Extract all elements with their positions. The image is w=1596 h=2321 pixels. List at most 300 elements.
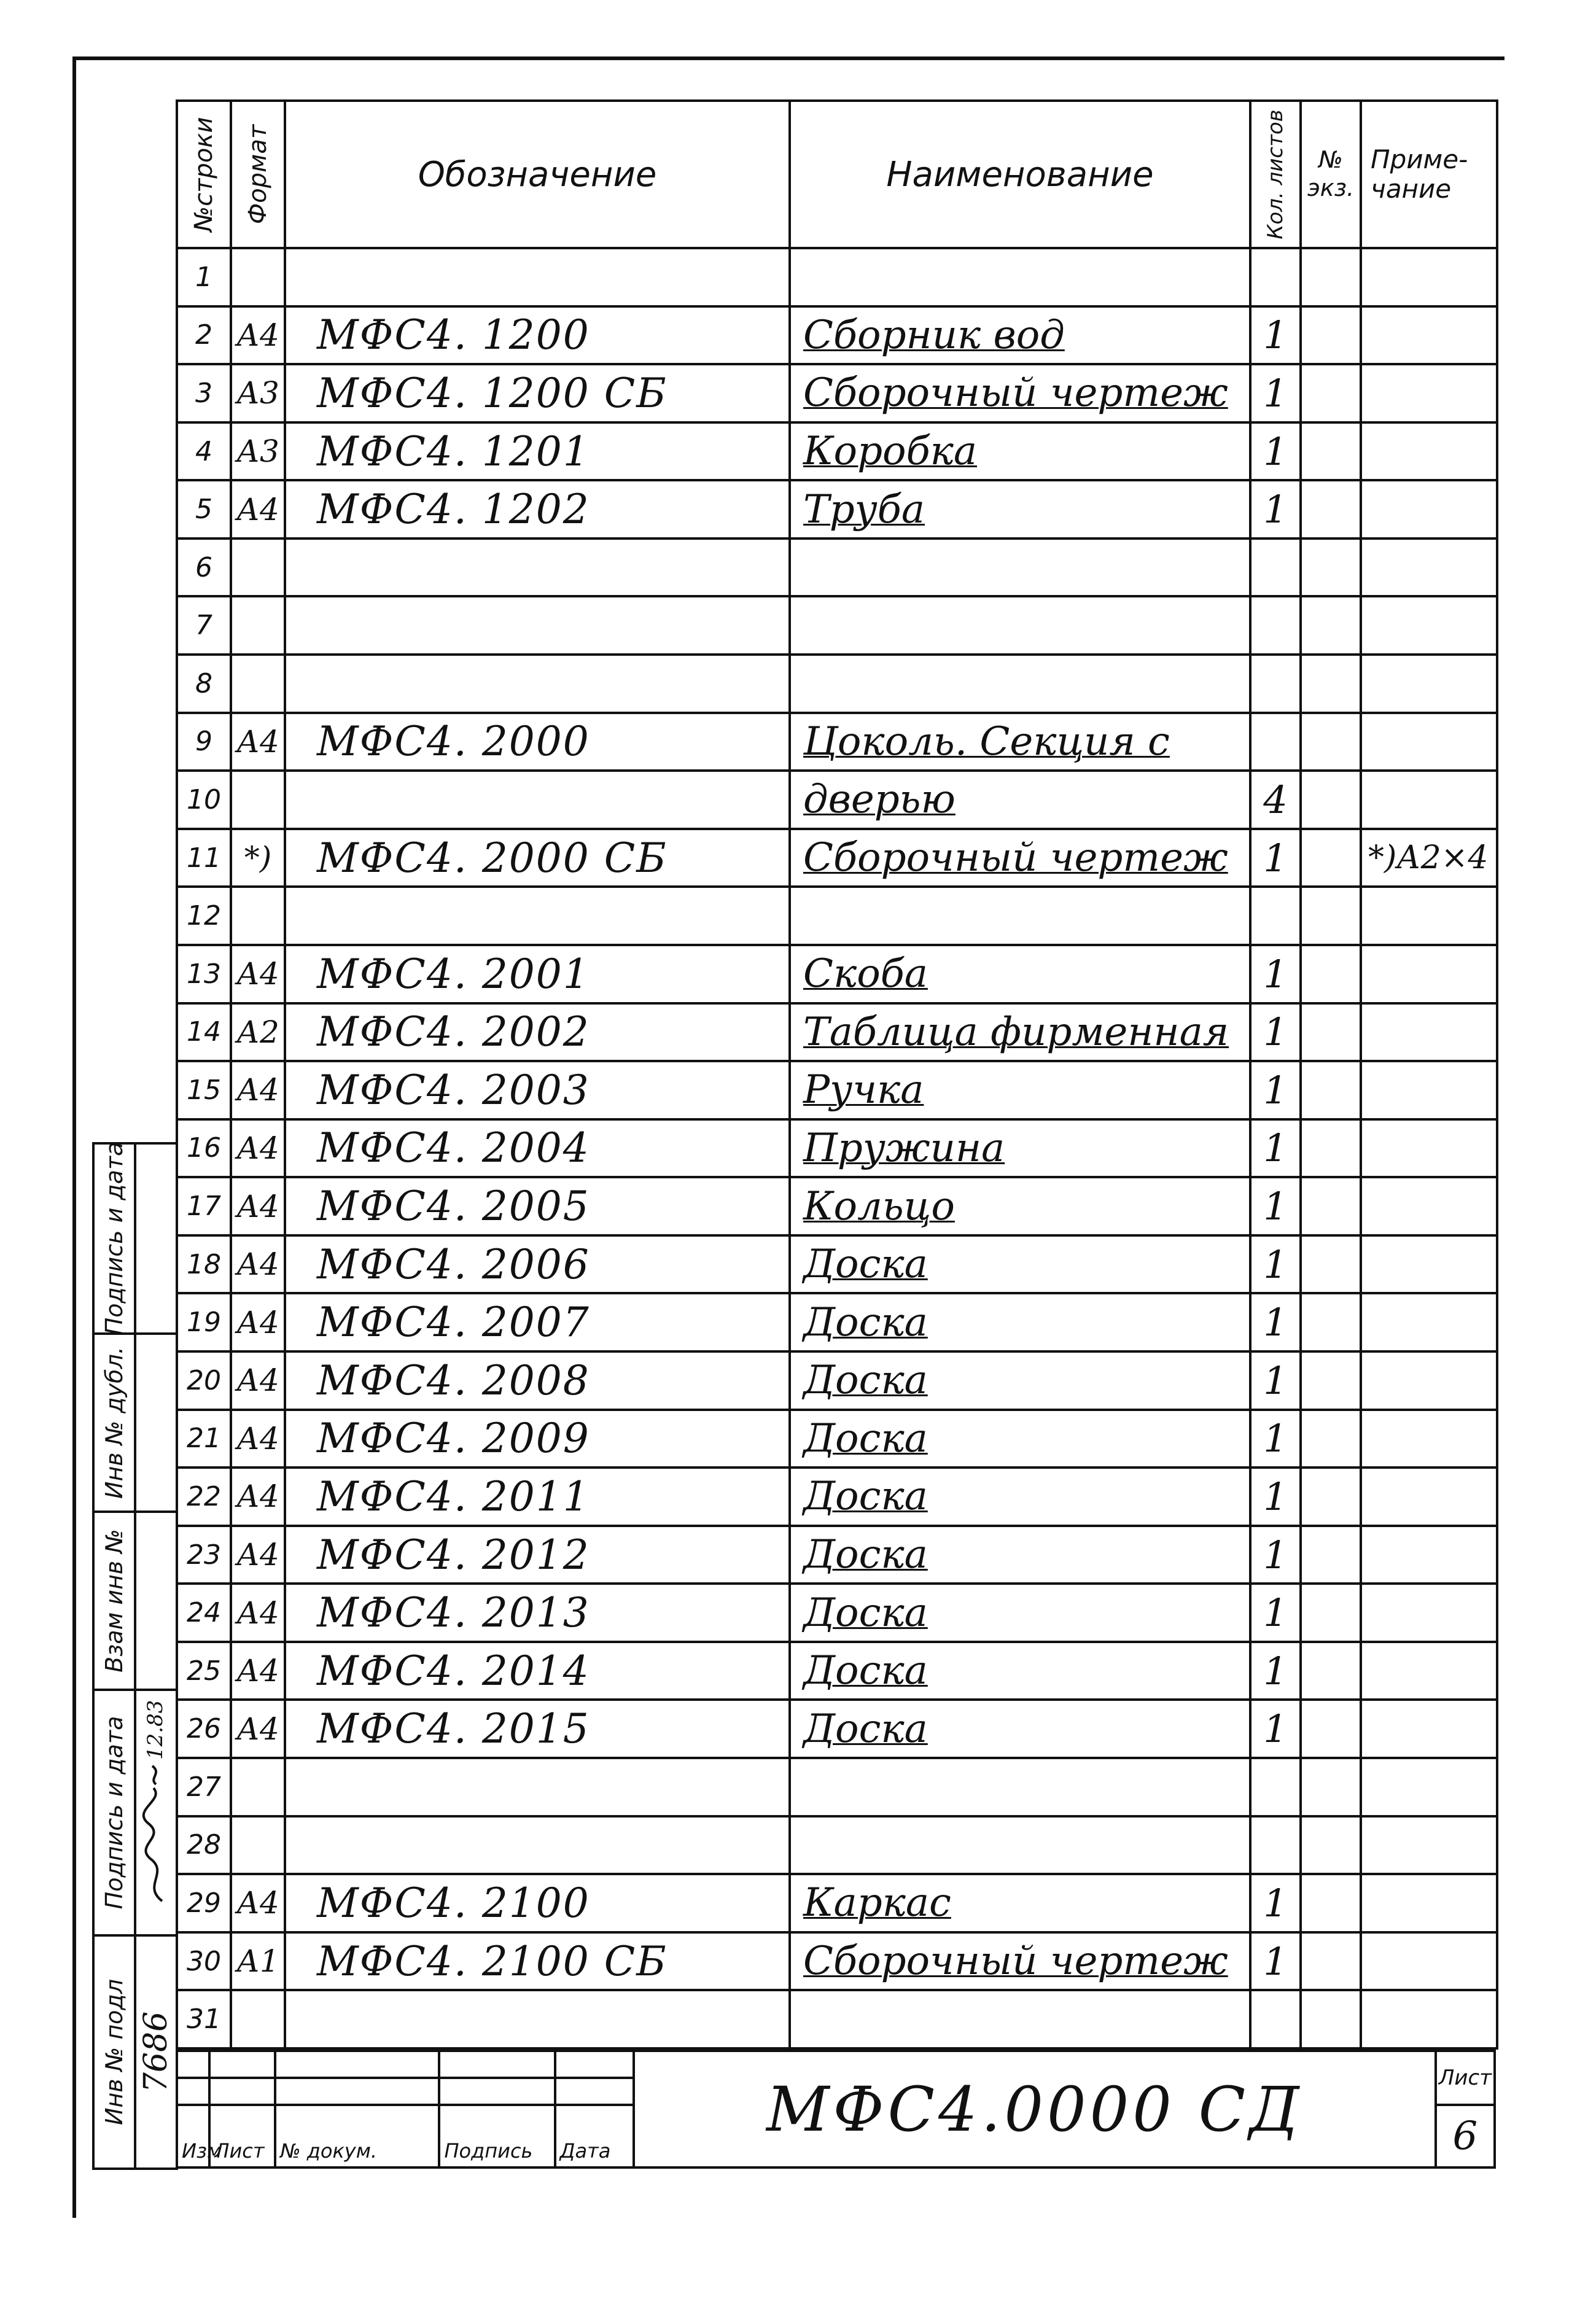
side-value-cell (135, 1690, 177, 1935)
designation-cell: МФС4. 1202 (285, 480, 790, 538)
name-cell: Ручка (790, 1061, 1250, 1119)
row-number: 1 (177, 248, 231, 306)
tb-cell (439, 2051, 555, 2078)
name-cell (790, 1816, 1250, 1875)
format-cell: А4 (231, 1119, 285, 1178)
note-cell (1361, 306, 1497, 365)
copy-cell (1301, 538, 1361, 597)
qty-cell: 1 (1250, 480, 1301, 538)
frame-top-border (74, 56, 1505, 60)
side-label-cell (93, 1935, 135, 2169)
designation-cell: МФС4. 2007 (285, 1293, 790, 1351)
qty-cell (1250, 887, 1301, 945)
copy-cell (1301, 364, 1361, 422)
qty-cell (1250, 655, 1301, 713)
designation-cell: МФС4. 2008 (285, 1351, 790, 1410)
copy-cell (1301, 1235, 1361, 1294)
qty-cell: 1 (1250, 1468, 1301, 1526)
row-number: 10 (177, 771, 231, 829)
table-row (177, 422, 1497, 481)
row-number: 27 (177, 1758, 231, 1816)
format-cell (231, 771, 285, 829)
side-value-cell (135, 1143, 177, 1334)
row-number: 18 (177, 1235, 231, 1294)
copy-cell (1301, 1177, 1361, 1235)
qty-cell (1250, 1990, 1301, 2048)
name-cell (790, 1990, 1250, 2048)
copy-cell (1301, 422, 1361, 481)
frame-left-border (72, 56, 76, 2218)
side-stamp (92, 1142, 178, 2170)
designation-cell: МФС4. 2100 СБ (285, 1932, 790, 1991)
format-cell (231, 538, 285, 597)
title-block (176, 2050, 1496, 2169)
format-cell: А4 (231, 1700, 285, 1758)
copy-cell (1301, 1990, 1361, 2048)
designation-cell: МФС4. 1201 (285, 422, 790, 481)
format-cell (231, 596, 285, 655)
designation-cell: МФС4. 2009 (285, 1410, 790, 1468)
qty-cell: 1 (1250, 1351, 1301, 1410)
header-row-no-label: №строки (190, 117, 218, 232)
note-cell (1361, 1351, 1497, 1410)
row-number: 3 (177, 364, 231, 422)
tb-label-change: Изм (177, 2105, 209, 2167)
qty-cell: 1 (1250, 1700, 1301, 1758)
row-number: 4 (177, 422, 231, 481)
format-cell: А4 (231, 1642, 285, 1700)
tb-label-date: Дата (555, 2105, 634, 2167)
designation-cell (285, 596, 790, 655)
table-row (177, 364, 1497, 422)
side-value-cell (135, 1935, 177, 2169)
table-row (177, 1003, 1497, 1062)
qty-cell: 1 (1250, 1061, 1301, 1119)
format-cell: А4 (231, 1293, 285, 1351)
qty-cell: 1 (1250, 1584, 1301, 1642)
qty-cell (1250, 596, 1301, 655)
name-cell (790, 655, 1250, 713)
header-name: Наименование (790, 101, 1250, 248)
table-row (177, 1758, 1497, 1816)
table-row (177, 945, 1497, 1003)
table-row (177, 771, 1497, 829)
table-row (177, 538, 1497, 597)
row-number: 29 (177, 1874, 231, 1932)
note-cell (1361, 1410, 1497, 1468)
qty-cell (1250, 248, 1301, 306)
name-cell: Скоба (790, 945, 1250, 1003)
name-cell: Сборочный чертеж (790, 1932, 1250, 1991)
copy-cell (1301, 655, 1361, 713)
tb-cell (177, 2078, 209, 2105)
designation-cell (285, 771, 790, 829)
format-cell: А4 (231, 1584, 285, 1642)
designation-cell: МФС4. 1200 (285, 306, 790, 365)
side-inv-dup-label: Инв № дубл. (101, 1347, 128, 1499)
format-cell: А4 (231, 306, 285, 365)
format-cell (231, 655, 285, 713)
designation-cell: МФС4. 2014 (285, 1642, 790, 1700)
qty-cell (1250, 538, 1301, 597)
handwritten-signature (138, 1700, 174, 1905)
row-number: 24 (177, 1584, 231, 1642)
designation-cell: МФС4. 2005 (285, 1177, 790, 1235)
row-number: 5 (177, 480, 231, 538)
designation-cell: МФС4. 2000 СБ (285, 829, 790, 887)
row-number: 2 (177, 306, 231, 365)
note-cell (1361, 1816, 1497, 1875)
note-cell (1361, 480, 1497, 538)
designation-cell: МФС4. 2013 (285, 1584, 790, 1642)
note-cell (1361, 1177, 1497, 1235)
designation-cell (285, 887, 790, 945)
name-cell: Доска (790, 1700, 1250, 1758)
note-cell (1361, 1642, 1497, 1700)
name-cell: Таблица фирменная (790, 1003, 1250, 1062)
row-number: 15 (177, 1061, 231, 1119)
table-row (177, 1874, 1497, 1932)
row-number: 16 (177, 1119, 231, 1178)
side-label-cell (93, 1690, 135, 1935)
copy-cell (1301, 1816, 1361, 1875)
qty-cell: 1 (1250, 1932, 1301, 1991)
tb-cell (275, 2078, 439, 2105)
qty-cell: 1 (1250, 1177, 1301, 1235)
format-cell: А4 (231, 1526, 285, 1584)
note-cell (1361, 1293, 1497, 1351)
qty-cell: 1 (1250, 1293, 1301, 1351)
designation-cell: МФС4. 2001 (285, 945, 790, 1003)
table-row (177, 1990, 1497, 2048)
note-cell (1361, 1874, 1497, 1932)
tb-label-doc-no: № докум. (275, 2105, 439, 2167)
table-row (177, 480, 1497, 538)
format-cell (231, 1990, 285, 2048)
header-sheets-qty (1250, 101, 1301, 248)
note-cell (1361, 655, 1497, 713)
side-sign-date-label-1: Подпись и дата (101, 1716, 128, 1910)
copy-cell (1301, 1003, 1361, 1062)
row-number: 31 (177, 1990, 231, 2048)
side-inv-orig-value: 7686 (138, 2011, 174, 2093)
designation-cell: МФС4. 2011 (285, 1468, 790, 1526)
designation-cell: МФС4. 1200 СБ (285, 364, 790, 422)
format-cell: А4 (231, 945, 285, 1003)
note-cell (1361, 1932, 1497, 1991)
note-cell: *)А2×4 (1361, 829, 1497, 887)
tb-cell (555, 2051, 634, 2078)
name-cell: Доска (790, 1642, 1250, 1700)
note-cell (1361, 1468, 1497, 1526)
name-cell: Доска (790, 1468, 1250, 1526)
format-cell: *) (231, 829, 285, 887)
name-cell: Доска (790, 1293, 1250, 1351)
sign-date-value-1: 12.83 (143, 1700, 168, 1760)
copy-cell (1301, 771, 1361, 829)
side-sign-date-label-2: Подпись и дата (101, 1141, 128, 1335)
copy-cell (1301, 1700, 1361, 1758)
name-cell (790, 538, 1250, 597)
tb-cell (439, 2078, 555, 2105)
row-number: 9 (177, 713, 231, 771)
table-row (177, 1526, 1497, 1584)
qty-cell: 1 (1250, 422, 1301, 481)
format-cell: А3 (231, 422, 285, 481)
copy-cell (1301, 1410, 1361, 1468)
tb-cell (209, 2078, 275, 2105)
note-cell (1361, 1061, 1497, 1119)
row-number: 8 (177, 655, 231, 713)
designation-cell (285, 538, 790, 597)
format-cell: А4 (231, 1235, 285, 1294)
table-row (177, 1351, 1497, 1410)
qty-cell: 1 (1250, 1642, 1301, 1700)
row-number: 20 (177, 1351, 231, 1410)
format-cell: А4 (231, 713, 285, 771)
copy-cell (1301, 1642, 1361, 1700)
name-cell: Доска (790, 1526, 1250, 1584)
header-note: Приме- чание (1361, 101, 1497, 248)
side-label-cell (93, 1334, 135, 1512)
table-row (177, 1119, 1497, 1178)
tb-cell (209, 2051, 275, 2078)
designation-cell: МФС4. 2015 (285, 1700, 790, 1758)
sheet-label: Лист (1436, 2051, 1495, 2105)
copy-cell (1301, 596, 1361, 655)
format-cell: А1 (231, 1932, 285, 1991)
note-cell (1361, 713, 1497, 771)
name-cell: Сборочный чертеж (790, 829, 1250, 887)
row-number: 11 (177, 829, 231, 887)
format-cell (231, 1758, 285, 1816)
format-cell (231, 248, 285, 306)
header-format (231, 101, 285, 248)
copy-cell (1301, 1468, 1361, 1526)
designation-cell: МФС4. 2003 (285, 1061, 790, 1119)
format-cell: А4 (231, 1061, 285, 1119)
header-copy-no: № экз. (1301, 101, 1361, 248)
row-number: 19 (177, 1293, 231, 1351)
note-cell (1361, 596, 1497, 655)
copy-cell (1301, 1061, 1361, 1119)
copy-cell (1301, 1293, 1361, 1351)
table-row (177, 1293, 1497, 1351)
name-cell: Каркас (790, 1874, 1250, 1932)
row-number: 23 (177, 1526, 231, 1584)
table-row (177, 1061, 1497, 1119)
table-row (177, 1410, 1497, 1468)
row-number: 25 (177, 1642, 231, 1700)
tb-cell (177, 2051, 209, 2078)
tb-cell (555, 2078, 634, 2105)
side-value-cell (135, 1512, 177, 1690)
qty-cell (1250, 713, 1301, 771)
designation-cell: МФС4. 2100 (285, 1874, 790, 1932)
designation-cell: МФС4. 2012 (285, 1526, 790, 1584)
name-cell: Сборочный чертеж (790, 364, 1250, 422)
note-cell (1361, 771, 1497, 829)
designation-cell (285, 1758, 790, 1816)
row-number: 22 (177, 1468, 231, 1526)
format-cell: А4 (231, 1468, 285, 1526)
copy-cell (1301, 1758, 1361, 1816)
copy-cell (1301, 945, 1361, 1003)
side-value-cell (135, 1334, 177, 1512)
side-label-cell (93, 1143, 135, 1334)
format-cell: А2 (231, 1003, 285, 1062)
qty-cell (1250, 1758, 1301, 1816)
designation-cell: МФС4. 2006 (285, 1235, 790, 1294)
copy-cell (1301, 1584, 1361, 1642)
designation-cell (285, 248, 790, 306)
designation-cell: МФС4. 2000 (285, 713, 790, 771)
name-cell: Коробка (790, 422, 1250, 481)
row-number: 26 (177, 1700, 231, 1758)
copy-cell (1301, 829, 1361, 887)
copy-cell (1301, 1119, 1361, 1178)
tb-label-sheet: Лист (209, 2105, 275, 2167)
designation-cell (285, 1816, 790, 1875)
format-cell: А4 (231, 1177, 285, 1235)
qty-cell: 1 (1250, 945, 1301, 1003)
name-cell (790, 248, 1250, 306)
qty-cell: 1 (1250, 829, 1301, 887)
table-row (177, 713, 1497, 771)
designation-cell: МФС4. 2004 (285, 1119, 790, 1178)
row-number: 30 (177, 1932, 231, 1991)
note-cell (1361, 538, 1497, 597)
copy-cell (1301, 1351, 1361, 1410)
note-cell (1361, 1526, 1497, 1584)
qty-cell: 1 (1250, 1003, 1301, 1062)
qty-cell: 1 (1250, 1119, 1301, 1178)
format-cell: А4 (231, 1874, 285, 1932)
table-row (177, 1642, 1497, 1700)
designation-cell: МФС4. 2002 (285, 1003, 790, 1062)
format-cell: А4 (231, 1410, 285, 1468)
note-cell (1361, 248, 1497, 306)
note-cell (1361, 1003, 1497, 1062)
note-cell (1361, 1584, 1497, 1642)
note-cell (1361, 1700, 1497, 1758)
qty-cell: 1 (1250, 1410, 1301, 1468)
note-cell (1361, 1758, 1497, 1816)
tb-label-signature: Подпись (439, 2105, 555, 2167)
format-cell: А3 (231, 364, 285, 422)
name-cell: Доска (790, 1410, 1250, 1468)
name-cell (790, 596, 1250, 655)
row-number: 12 (177, 887, 231, 945)
qty-cell (1250, 1816, 1301, 1875)
row-number: 21 (177, 1410, 231, 1468)
side-replaces-label: Взам инв № (101, 1529, 128, 1673)
name-cell: Кольцо (790, 1177, 1250, 1235)
note-cell (1361, 422, 1497, 481)
side-label-cell (93, 1512, 135, 1690)
table-row (177, 887, 1497, 945)
format-cell: А4 (231, 1351, 285, 1410)
table-row (177, 1700, 1497, 1758)
table-row (177, 1177, 1497, 1235)
row-number: 17 (177, 1177, 231, 1235)
copy-cell (1301, 306, 1361, 365)
table-row (177, 596, 1497, 655)
qty-cell: 1 (1250, 306, 1301, 365)
format-cell (231, 887, 285, 945)
qty-cell: 4 (1250, 771, 1301, 829)
table-row (177, 1584, 1497, 1642)
table-row (177, 1235, 1497, 1294)
format-cell (231, 1816, 285, 1875)
document-code: МФС4.0000 СД (634, 2051, 1436, 2167)
note-cell (1361, 1990, 1497, 2048)
designation-cell (285, 1990, 790, 2048)
name-cell: Доска (790, 1235, 1250, 1294)
copy-cell (1301, 480, 1361, 538)
note-cell (1361, 1235, 1497, 1294)
table-row (177, 248, 1497, 306)
table-row (177, 1816, 1497, 1875)
qty-cell: 1 (1250, 1235, 1301, 1294)
header-row (177, 101, 1497, 248)
name-cell: Доска (790, 1584, 1250, 1642)
name-cell: Цоколь. Секция с (790, 713, 1250, 771)
side-inv-orig-label: Инв № подл (101, 1978, 128, 2126)
name-cell: дверью (790, 771, 1250, 829)
table-row (177, 1468, 1497, 1526)
table-row (177, 655, 1497, 713)
table-row (177, 829, 1497, 887)
copy-cell (1301, 248, 1361, 306)
table-row (177, 1932, 1497, 1991)
qty-cell: 1 (1250, 364, 1301, 422)
header-sheets-qty-label: Кол. листов (1263, 109, 1288, 239)
row-number: 28 (177, 1816, 231, 1875)
specification-table (176, 99, 1498, 2050)
designation-cell (285, 655, 790, 713)
copy-cell (1301, 887, 1361, 945)
note-cell (1361, 887, 1497, 945)
header-row-no (177, 101, 231, 248)
row-number: 13 (177, 945, 231, 1003)
name-cell (790, 887, 1250, 945)
copy-cell (1301, 1526, 1361, 1584)
copy-cell (1301, 1874, 1361, 1932)
note-cell (1361, 364, 1497, 422)
tb-cell (275, 2051, 439, 2078)
copy-cell (1301, 1932, 1361, 1991)
note-cell (1361, 945, 1497, 1003)
qty-cell: 1 (1250, 1874, 1301, 1932)
row-number: 14 (177, 1003, 231, 1062)
format-cell: А4 (231, 480, 285, 538)
name-cell: Пружина (790, 1119, 1250, 1178)
name-cell: Сборник вод (790, 306, 1250, 365)
qty-cell: 1 (1250, 1526, 1301, 1584)
header-designation: Обозначение (285, 101, 790, 248)
name-cell: Труба (790, 480, 1250, 538)
header-format-label: Формат (244, 124, 272, 225)
table-row (177, 306, 1497, 365)
row-number: 7 (177, 596, 231, 655)
name-cell: Доска (790, 1351, 1250, 1410)
copy-cell (1301, 713, 1361, 771)
name-cell (790, 1758, 1250, 1816)
row-number: 6 (177, 538, 231, 597)
sheet-number: 6 (1436, 2105, 1495, 2167)
note-cell (1361, 1119, 1497, 1178)
